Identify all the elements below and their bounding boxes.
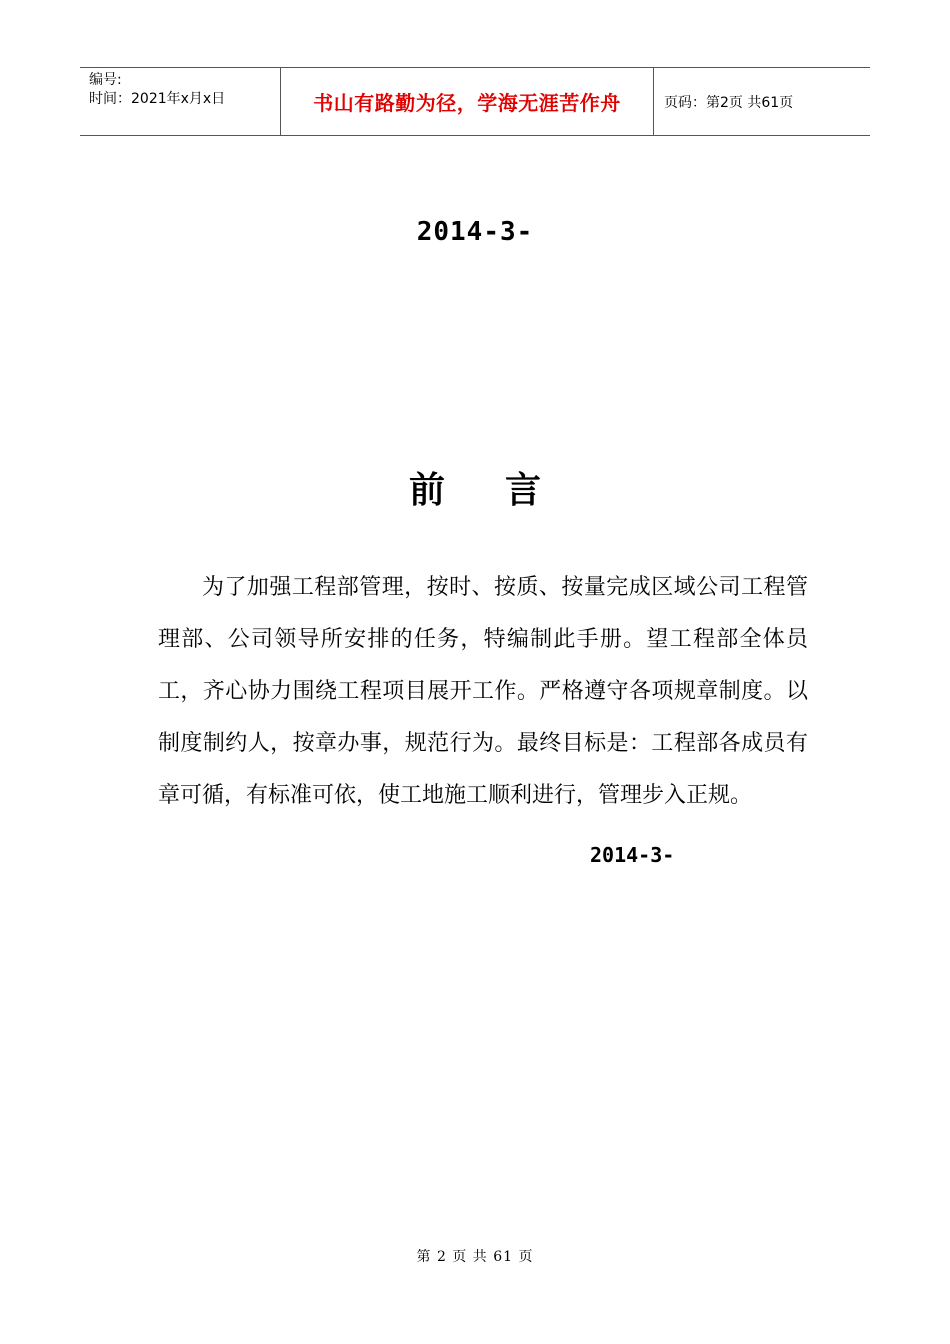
motto-text: 书山有路勤为径，学海无涯苦作舟 <box>313 91 621 115</box>
signature-date: 2014-3- <box>590 843 675 867</box>
header-page-cell <box>654 68 870 135</box>
page-header <box>80 67 870 136</box>
number-label: 编号: <box>89 72 122 88</box>
page-footer: 第 2 页 共 61 页 <box>416 1249 534 1265</box>
page-title <box>0 462 950 513</box>
title-char-2: 言 <box>505 469 542 511</box>
header-motto-cell <box>281 68 654 135</box>
title-char-1: 前 <box>408 469 445 511</box>
page-info: 页码：第2页 共61页 <box>664 94 794 111</box>
header-meta-cell <box>80 68 281 135</box>
top-date: 2014-3- <box>416 217 534 247</box>
preface-paragraph: 为了加强工程部管理，按时、按质、按量完成区域公司工程管理部、公司领导所安排的任务，特编制此手册。望工程部全体员工，齐心协力围绕工程项目展开工作。严格遵守各项规章制度。以制度制约人，按章办事，规范行为。最终目标是：工程部各成员有章可循，有标准可依，使工地施工顺利进行，管理步入正规。 <box>158 575 808 808</box>
time-label: 时间：2021年x月x日 <box>89 91 226 107</box>
